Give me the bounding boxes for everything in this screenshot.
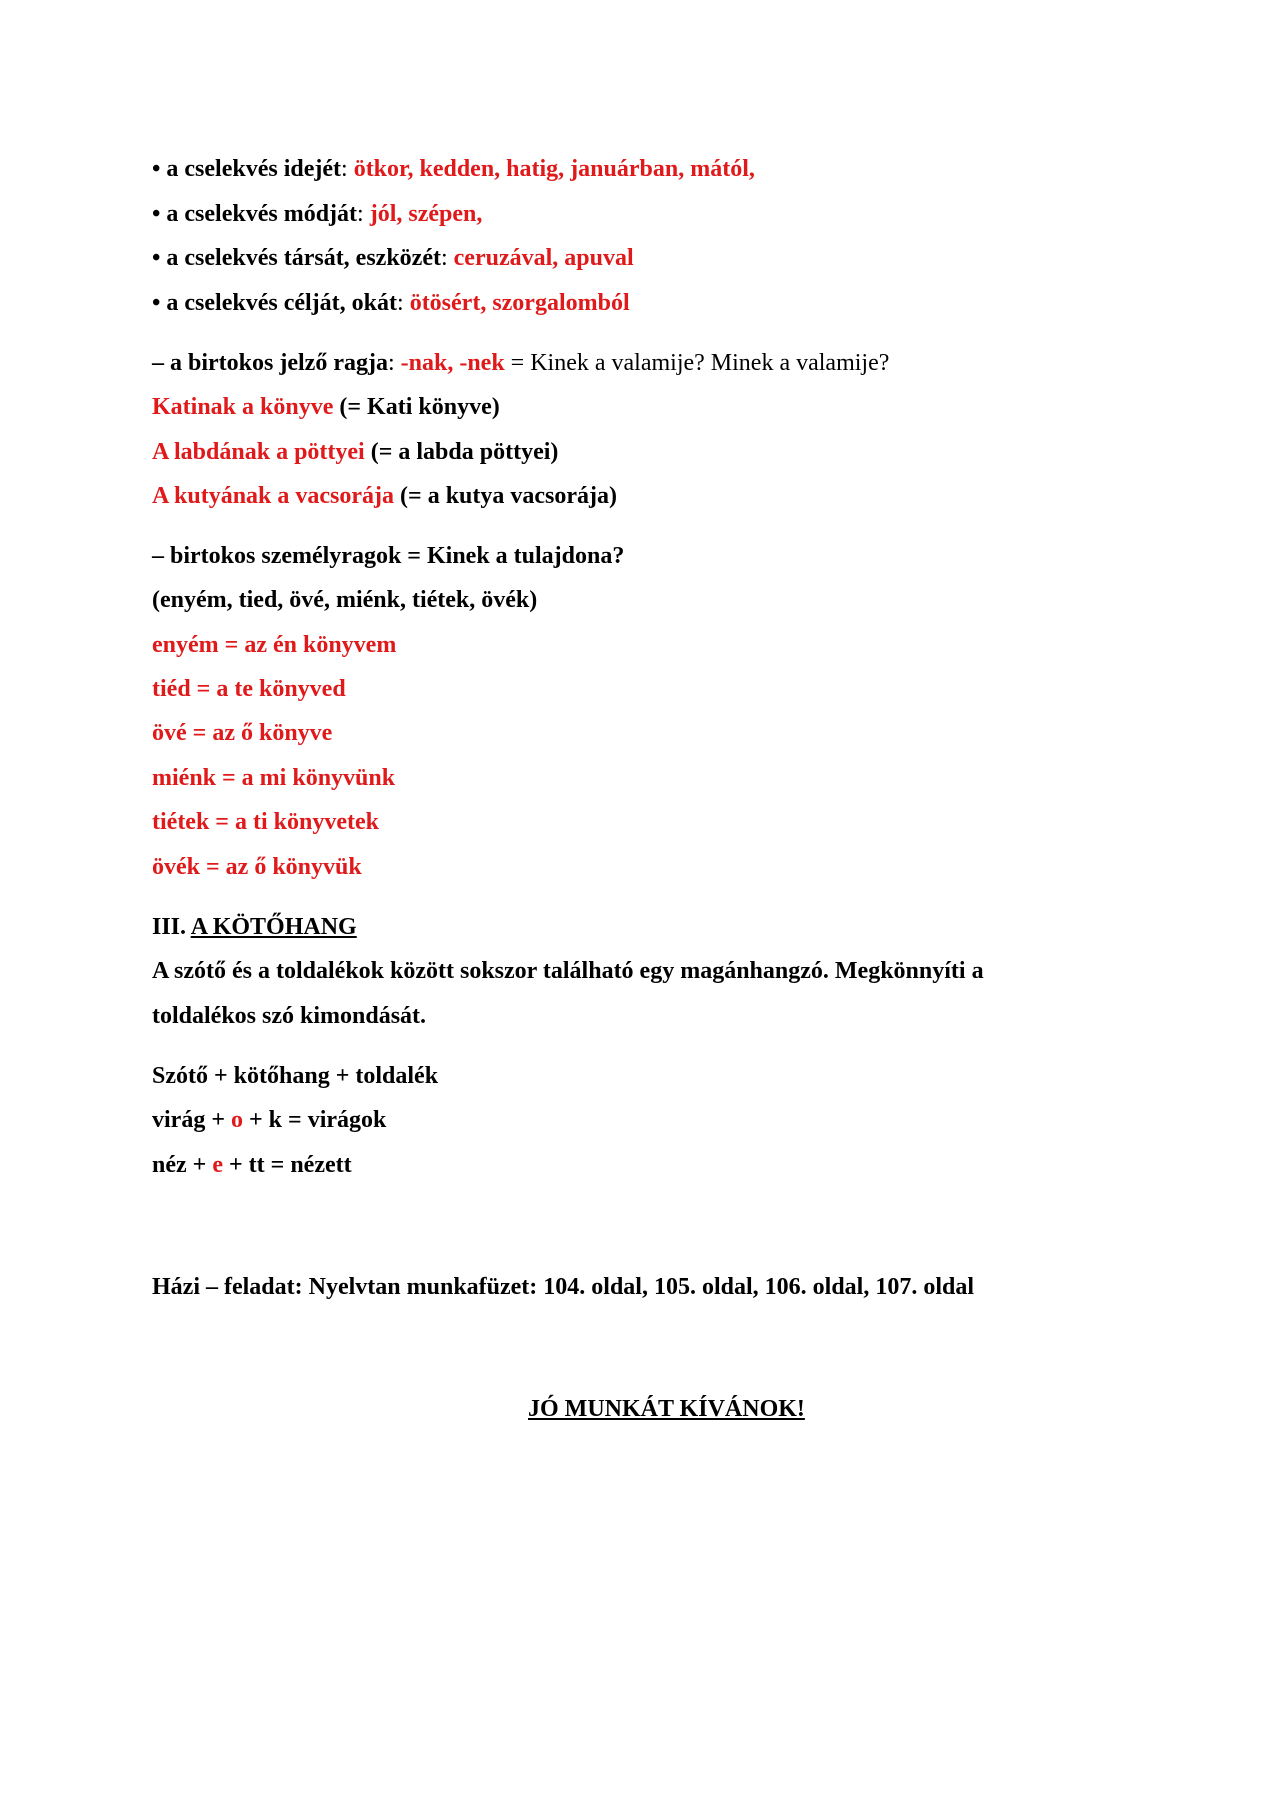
bullet-manner: • a cselekvés módját: jól, szépen, [152,201,483,227]
bullet-time: • a cselekvés idejét: ötkor, kedden, hatig, januárban, mától, [152,156,755,182]
bullet-purpose-reason: • a cselekvés célját, okát: ötösért, szorgalomból [152,290,630,316]
section-paragraph-line: toldalékos szó kimondását. [152,1003,427,1029]
possessive-suffix-item: övé = az ő könyve [152,720,333,746]
possessive-suffixes-list: (enyém, tied, övé, miénk, tiétek, övék) [152,587,538,613]
possessive-example: Katinak a könyve (= Kati könyve) [152,394,500,420]
possessive-suffix-item: övék = az ő könyvük [152,854,362,880]
closing-wish: JÓ MUNKÁT KÍVÁNOK! [528,1396,805,1422]
section-heading: III. A KÖTŐHANG [152,914,357,940]
possessive-attr-heading: – a birtokos jelző ragja: -nak, -nek = Kinek a valamije? Minek a valamije? [152,350,890,376]
example-line: néz + e + tt = nézett [152,1152,352,1178]
section-paragraph-line: A szótő és a toldalékok között sokszor található egy magánhangzó. Megkönnyíti a [152,958,984,984]
possessive-suffix-item: miénk = a mi könyvünk [152,765,396,791]
possessive-suffix-item: tiétek = a ti könyvetek [152,809,379,835]
possessive-example: A kutyának a vacsorája (= a kutya vacsorája) [152,483,618,509]
formula-line: Szótő + kötőhang + toldalék [152,1063,439,1089]
homework-line: Házi – feladat: Nyelvtan munkafüzet: 104. oldal, 105. oldal, 106. oldal, 107. oldal [152,1274,975,1300]
example-line: virág + o + k = virágok [152,1107,387,1133]
possessive-suffix-item: tiéd = a te könyved [152,676,346,702]
possessive-suffixes-heading: – birtokos személyragok = Kinek a tulajdona? [152,543,625,569]
possessive-suffix-item: enyém = az én könyvem [152,632,397,658]
possessive-example: A labdának a pöttyei (= a labda pöttyei) [152,439,559,465]
bullet-partner-tool: • a cselekvés társát, eszközét: ceruzával, apuval [152,245,634,271]
section-title: A KÖTŐHANG [190,914,357,940]
